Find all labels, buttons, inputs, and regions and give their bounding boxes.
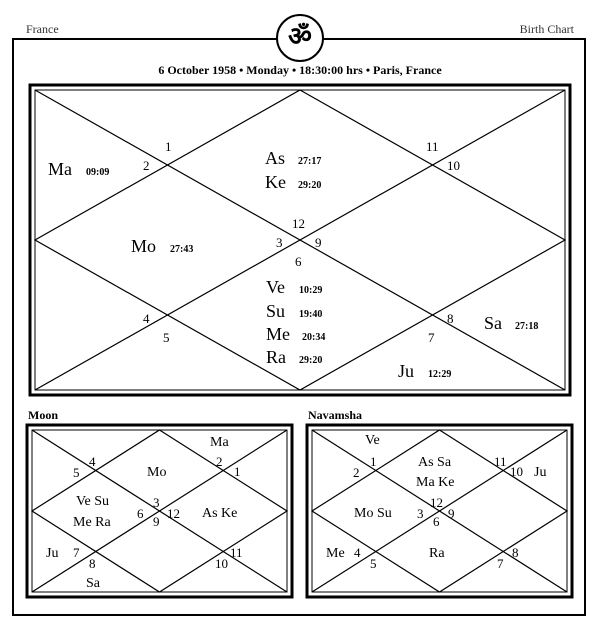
main-house-1: 1 [165, 139, 172, 154]
main-planet-mo: Mo [131, 236, 157, 256]
moon-planets-right: As Ke [202, 506, 238, 521]
main-planet-ju: Ju [398, 361, 415, 381]
birth-info: 6 October 1958 • Monday • 18:30:00 hrs • Paris, France [158, 63, 442, 77]
moon-planets-left-1: Ve Su [76, 494, 110, 509]
main-house-7: 7 [428, 330, 435, 345]
main-planet-sa: Sa [484, 313, 502, 333]
navamsha-house-2: 2 [353, 465, 360, 480]
main-planet-as: As [265, 148, 286, 168]
moon-house-2: 2 [216, 454, 223, 469]
main-house-5: 5 [163, 330, 170, 345]
moon-house-12: 12 [167, 506, 180, 521]
moon-house-7: 7 [73, 545, 80, 560]
main-house-10: 10 [447, 158, 460, 173]
main-degree-ju: 12:29 [428, 369, 452, 380]
main-house-11: 11 [426, 139, 439, 154]
moon-planets-bottom: Sa [86, 576, 100, 591]
navamsha-house-3: 3 [417, 506, 424, 521]
main-house-9: 9 [315, 235, 322, 250]
main-house-3: 3 [276, 235, 283, 250]
main-degree-as: 27:17 [298, 156, 322, 167]
om-icon: ॐ [276, 14, 324, 62]
moon-planets-top-right: Ma [210, 435, 229, 450]
navamsha-house-6: 6 [433, 514, 440, 529]
main-planet-ma: Ma [48, 159, 72, 179]
main-house-4: 4 [143, 311, 150, 326]
main-degree-su: 19:40 [299, 309, 323, 320]
main-degree-me: 20:34 [302, 332, 326, 343]
moon-house-5: 5 [73, 465, 80, 480]
navamsha-house-8: 8 [512, 545, 519, 560]
main-house-12: 12 [292, 216, 305, 231]
navamsha-planets-top-center-2: Ma Ke [416, 475, 455, 490]
navamsha-planets-bottom-center: Ra [429, 546, 445, 561]
navamsha-house-12: 12 [430, 495, 443, 510]
main-house-6: 6 [295, 254, 302, 269]
main-degree-mo: 27:43 [170, 244, 194, 255]
moon-house-4: 4 [89, 454, 96, 469]
navamsha-house-1: 1 [370, 454, 377, 469]
main-planet-su: Su [266, 301, 286, 321]
main-planet-ra: Ra [266, 347, 286, 367]
navamsha-house-7: 7 [497, 556, 504, 571]
main-degree-ra: 29:20 [299, 355, 323, 366]
main-degree-ma: 09:09 [86, 167, 110, 178]
main-house-8: 8 [447, 311, 454, 326]
navamsha-planets-left: Mo Su [354, 506, 392, 521]
moon-planets-top-center: Mo [147, 465, 167, 480]
navamsha-planets-top-center-1: As Sa [418, 455, 452, 470]
main-degree-sa: 27:18 [515, 321, 539, 332]
navamsha-chart-title: Navamsha [308, 408, 363, 422]
moon-house-6: 6 [137, 506, 144, 521]
moon-house-1: 1 [234, 464, 241, 479]
navamsha-house-11: 11 [494, 454, 507, 469]
moon-house-8: 8 [89, 556, 96, 571]
moon-planets-bottom-left: Ju [46, 546, 59, 561]
navamsha-house-5: 5 [370, 556, 377, 571]
moon-house-9: 9 [153, 514, 160, 529]
moon-planets-left-2: Me Ra [73, 515, 111, 530]
navamsha-planets-left-bottom: Me [326, 546, 345, 561]
moon-house-3: 3 [153, 495, 160, 510]
main-degree-ke: 29:20 [298, 180, 322, 191]
navamsha-planets-right: Ju [534, 465, 547, 480]
navamsha-house-9: 9 [448, 506, 455, 521]
main-house-2: 2 [143, 158, 150, 173]
main-degree-ve: 10:29 [299, 285, 323, 296]
moon-chart-title: Moon [28, 408, 58, 422]
country-label: France [26, 22, 59, 36]
chart-type-label: Birth Chart [519, 22, 574, 36]
main-planet-ve: Ve [266, 277, 285, 297]
moon-house-10: 10 [215, 556, 228, 571]
navamsha-house-4: 4 [354, 545, 361, 560]
navamsha-house-10: 10 [510, 464, 523, 479]
moon-house-11: 11 [230, 545, 243, 560]
main-planet-me: Me [266, 324, 290, 344]
navamsha-planets-top-left: Ve [365, 433, 380, 448]
main-planet-ke: Ke [265, 172, 286, 192]
